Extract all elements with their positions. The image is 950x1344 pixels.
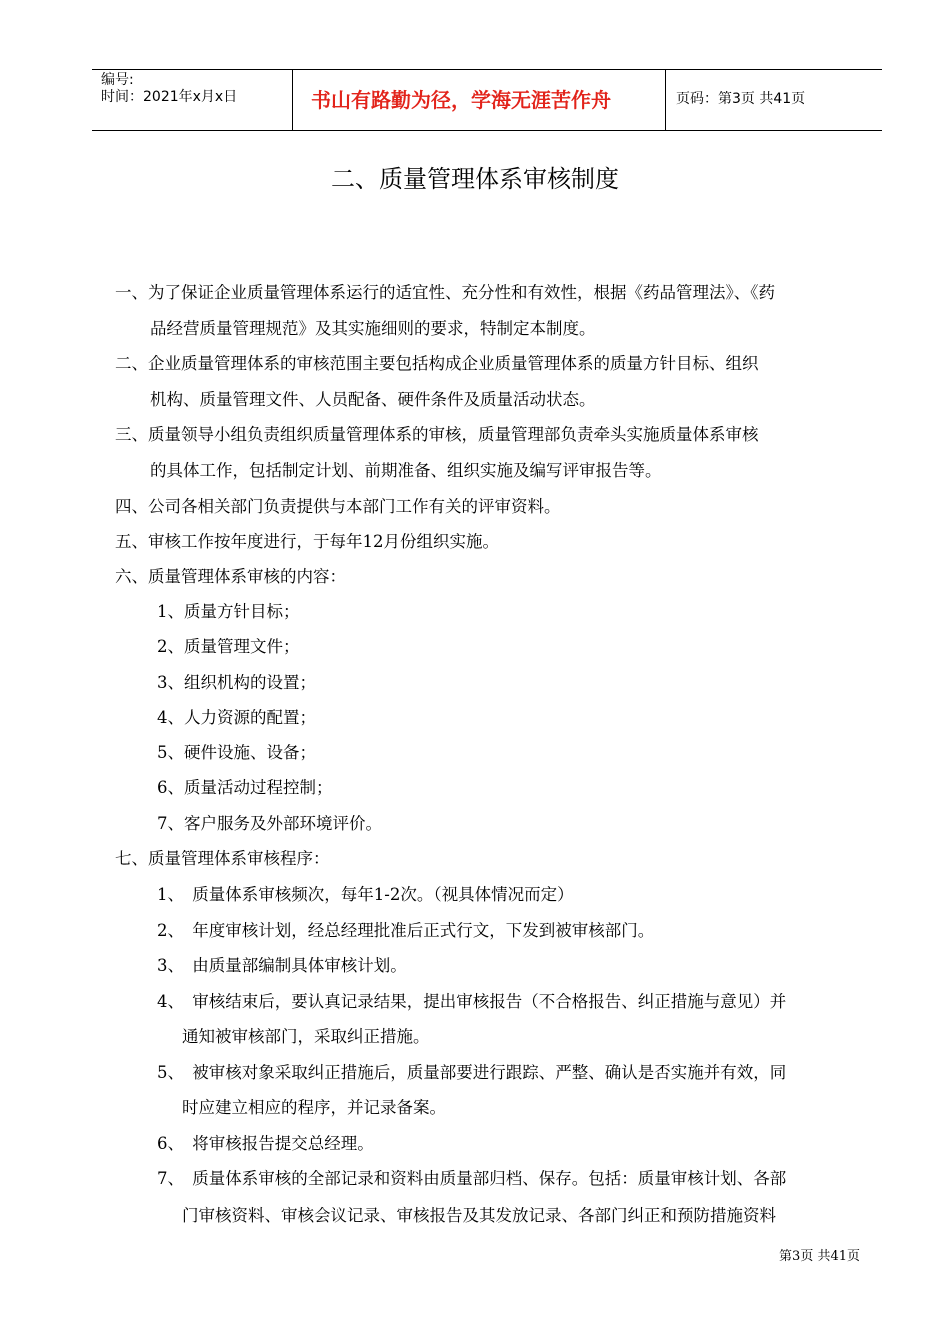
header-motto: 书山有路勤为径，学海无涯苦作舟 — [311, 88, 611, 112]
paragraph-line: 一、为了保证企业质量管理体系运行的适宜性、充分性和有效性，根据《药品管理法》、《药 — [115, 283, 775, 302]
paragraph-line: 三、质量领导小组负责组织质量管理体系的审核，质量管理部负责牵头实施质量体系审核 — [115, 425, 759, 444]
list-item: 3、组织机构的设置； — [157, 673, 316, 692]
paragraph-line: 四、公司各相关部门负责提供与本部门工作有关的评审资料。 — [115, 497, 561, 516]
list-item: 6、质量活动过程控制； — [157, 778, 333, 797]
paragraph-line: 机构、质量管理文件、人员配备、硬件条件及质量活动状态。 — [150, 390, 596, 409]
document-number-label: 编号: — [101, 72, 134, 88]
paragraph-line: 六、质量管理体系审核的内容： — [115, 567, 346, 586]
paragraph-line: 七、质量管理体系审核程序： — [115, 849, 330, 868]
list-item: 7、客户服务及外部环境评价。 — [157, 814, 382, 833]
page-footer: 第3页 共41页 — [779, 1249, 860, 1264]
list-item: 2、 年度审核计划，经总经理批准后正式行文，下发到被审核部门。 — [157, 921, 655, 940]
document-title: 二、质量管理体系审核制度 — [331, 165, 619, 193]
paragraph-line: 二、企业质量管理体系的审核范围主要包括构成企业质量管理体系的质量方针目标、组织 — [115, 354, 759, 373]
paragraph-line: 五、审核工作按年度进行，于每年12月份组织实施。 — [115, 532, 499, 551]
list-item-continuation: 门审核资料、审核会议记录、审核报告及其发放记录、各部门纠正和预防措施资料 — [182, 1206, 776, 1225]
document-time-label: 时间：2021年x月x日 — [101, 89, 238, 105]
list-item: 5、硬件设施、设备； — [157, 743, 316, 762]
header-motto-cell — [293, 70, 666, 130]
list-item: 1、质量方针目标； — [157, 602, 300, 621]
list-item: 4、 审核结束后，要认真记录结果，提出审核报告（不合格报告、纠正措施与意见）并 — [157, 992, 787, 1011]
list-item: 5、 被审核对象采取纠正措施后，质量部要进行跟踪、严整、确认是否实施并有效，同 — [157, 1063, 787, 1082]
header-page-info: 页码：第3页 共41页 — [676, 91, 806, 107]
list-item: 2、质量管理文件； — [157, 637, 300, 656]
list-item-continuation: 通知被审核部门，采取纠正措施。 — [182, 1027, 430, 1046]
list-item: 1、 质量体系审核频次，每年1-2次。（视具体情况而定） — [157, 885, 574, 904]
header-page-cell — [666, 70, 882, 130]
list-item: 7、 质量体系审核的全部记录和资料由质量部归档、保存。包括：质量审核计划、各部 — [157, 1169, 787, 1188]
list-item: 4、人力资源的配置； — [157, 708, 316, 727]
paragraph-line: 的具体工作，包括制定计划、前期准备、组织实施及编写评审报告等。 — [150, 461, 662, 480]
header-meta-cell — [92, 70, 293, 130]
page-header — [92, 69, 882, 131]
list-item: 6、 将审核报告提交总经理。 — [157, 1134, 374, 1153]
list-item: 3、 由质量部编制具体审核计划。 — [157, 956, 407, 975]
paragraph-line: 品经营质量管理规范》及其实施细则的要求，特制定本制度。 — [150, 319, 596, 338]
list-item-continuation: 时应建立相应的程序，并记录备案。 — [182, 1098, 446, 1117]
